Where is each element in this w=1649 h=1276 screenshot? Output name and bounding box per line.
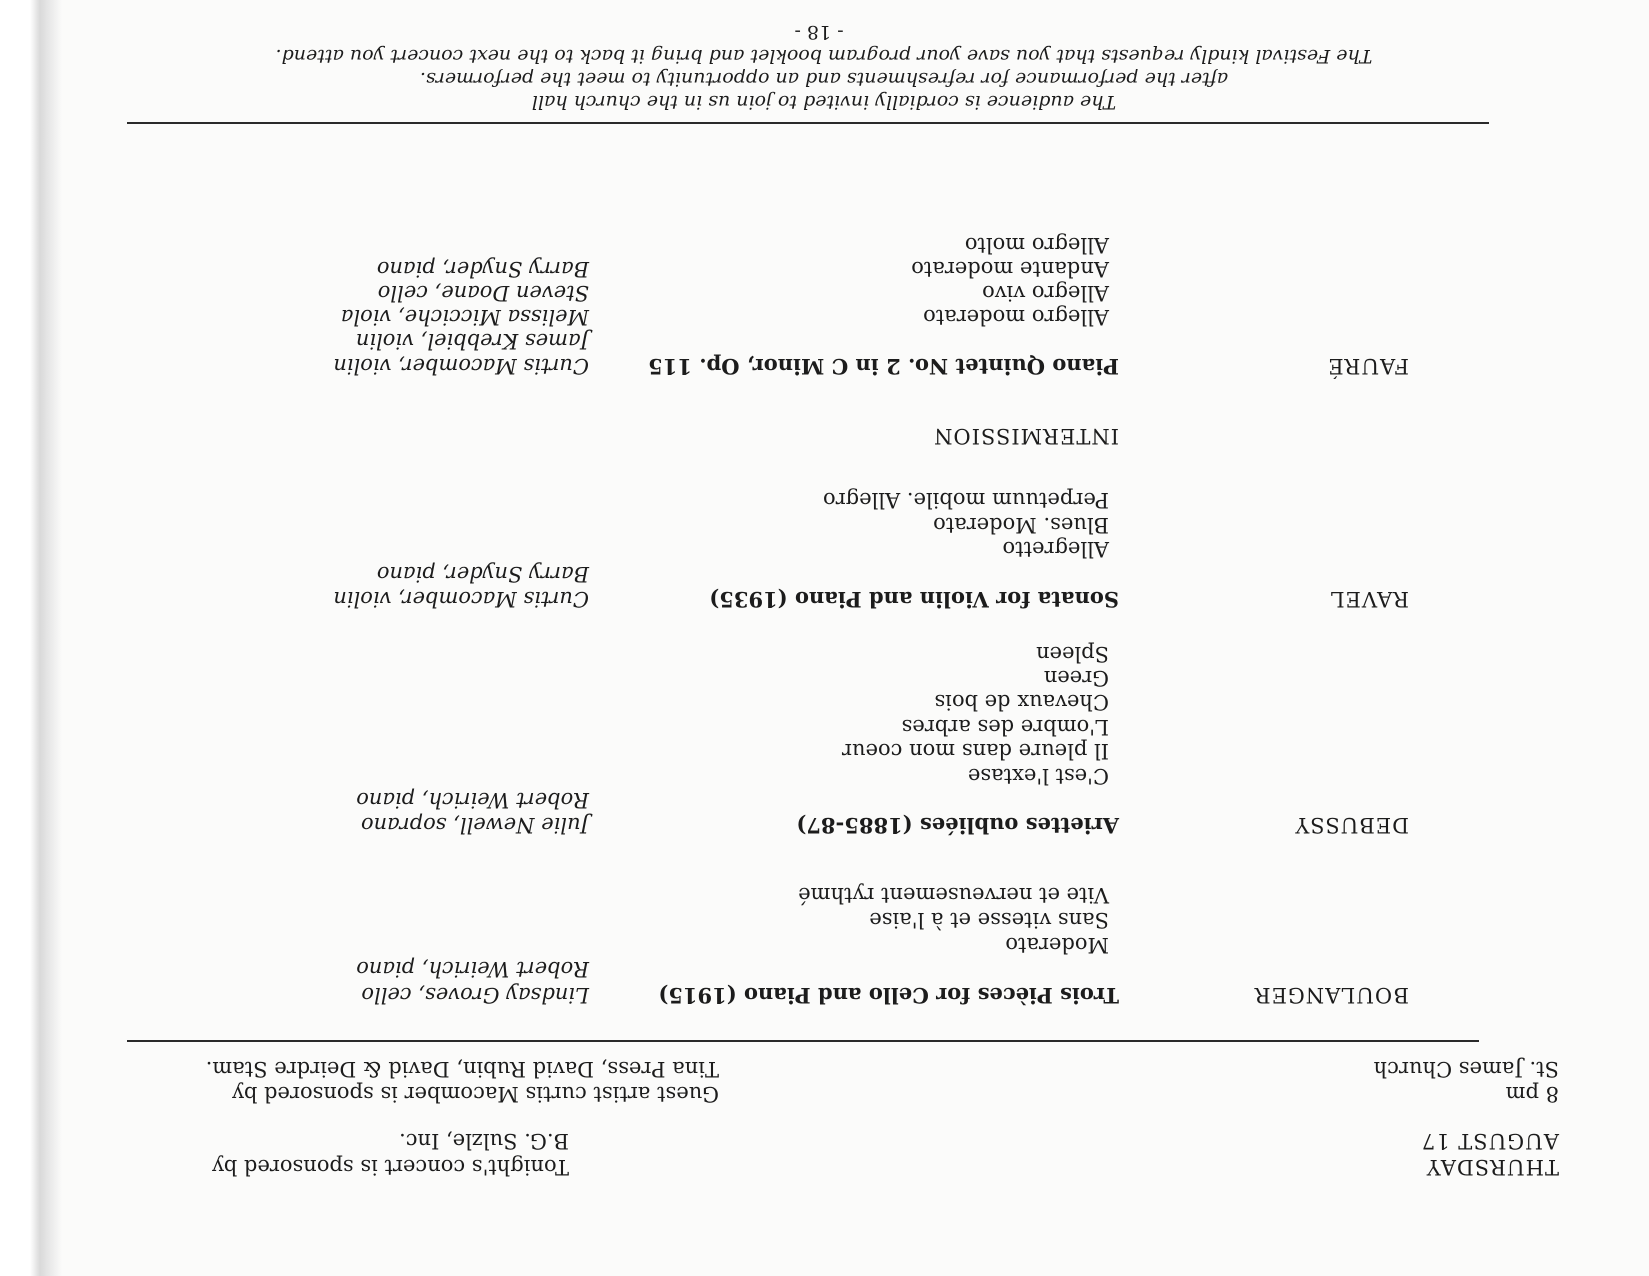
header-venue: St. James Church: [1373, 1057, 1559, 1081]
movement: Vite et nerveusement rythmé: [798, 883, 1109, 907]
work-title-ravel: Sonata for Violin and Piano (1935): [709, 587, 1119, 612]
composer-boulanger: BOULANGER: [1253, 983, 1409, 1007]
work-title-debussy: Ariettes oubliées (1885-87): [796, 813, 1119, 838]
sponsor-line-1: Tonight's concert is sponsored by: [211, 1155, 569, 1179]
performer: Curtis Macomber, violin: [333, 354, 589, 378]
footer-rule: [127, 122, 1489, 124]
movement: Allegro vivo: [982, 281, 1109, 305]
composer-ravel: RAVEL: [1329, 587, 1409, 611]
performer: Julie Newell, soprano: [360, 813, 589, 837]
movement: Green: [1043, 666, 1109, 690]
page-number: - 18 -: [794, 21, 844, 43]
guest-sponsor-line-2: Tina Press, David Rubin, David & Deirdre Stam.: [205, 1057, 719, 1081]
performer: Curtis Macomber, violin: [333, 587, 589, 611]
footer-line-1: The audience is cordially invited to join us in the church hall: [531, 91, 1117, 113]
header-rule: [127, 1040, 1479, 1042]
header-time: 8 pm: [1505, 1082, 1559, 1106]
composer-faure: FAURÉ: [1327, 354, 1409, 378]
movement: Blues. Moderato: [933, 513, 1109, 537]
movement: C'est l'extase: [967, 764, 1109, 788]
intermission-label: INTERMISSION: [933, 424, 1119, 448]
composer-debussy: DEBUSSY: [1294, 813, 1409, 837]
performer: Steven Doane, cello: [377, 281, 589, 305]
work-title-faure: Piano Quintet No. 2 in C Minor, Op. 115: [648, 354, 1119, 379]
work-title-boulanger: Trois Pièces for Cello and Piano (1915): [658, 983, 1119, 1008]
movement: Il pleure dans mon coeur: [841, 739, 1109, 763]
header-date: AUGUST 17: [1420, 1129, 1559, 1153]
movement: Allegretto: [1002, 537, 1109, 561]
movement: L'ombre des arbres: [901, 715, 1109, 739]
footer-line-3: The Festival kindly requests that you save your program booklet and bring it back to the next concert you attend.: [275, 45, 1373, 67]
performer: James Krebbiel, violin: [355, 329, 589, 353]
sponsor-line-2: B.G. Sulzle, Inc.: [399, 1129, 569, 1153]
movement: Andante moderato: [911, 257, 1109, 281]
movement: Allegro moderato: [923, 305, 1109, 329]
movement: Chevaux de bois: [934, 690, 1109, 714]
guest-sponsor-line-1: Guest artist curtis Macomber is sponsored by: [232, 1082, 719, 1106]
performer: Melissa Micciche, viola: [340, 305, 589, 329]
performer: Lindsay Groves, cello: [361, 983, 589, 1007]
movement: Moderato: [1005, 933, 1109, 957]
movement: Spleen: [1036, 642, 1109, 666]
performer: Robert Weirich, piano: [356, 957, 589, 981]
movement: Allegro molto: [964, 233, 1109, 257]
footer-line-2: after the performance for refreshments and an opportunity to meet the performers.: [419, 68, 1229, 90]
header-day: THURSDAY: [1425, 1155, 1559, 1179]
performer: Barry Snyder, piano: [376, 562, 589, 586]
performer: Robert Weirich, piano: [356, 788, 589, 812]
movement: Sans vitesse et à l'aise: [869, 908, 1109, 932]
movement: Perpetuum mobile. Allegro: [823, 488, 1109, 512]
performer: Barry Snyder, piano: [376, 257, 589, 281]
